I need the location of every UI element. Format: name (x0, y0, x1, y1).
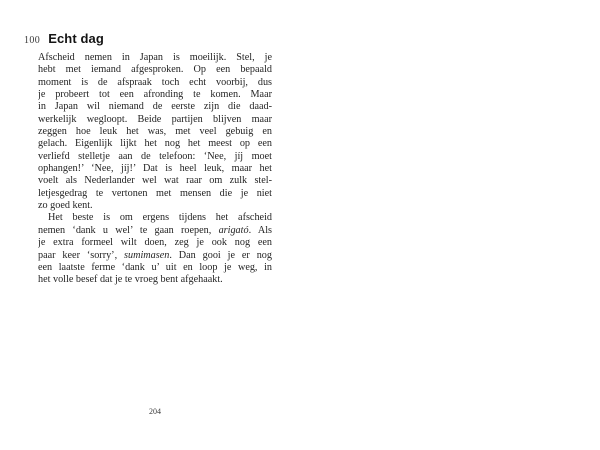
text-line (38, 237, 272, 249)
text-segment: je probeert tot een afronding te komen. Maar (38, 89, 272, 101)
text-line (38, 114, 272, 126)
text-segment: zeggen hoe leuk het was, met veel gebuig en (38, 126, 272, 138)
text-segment: voelt als Nederlander wel wat raar om zulk stel- (38, 175, 272, 187)
text-segment: je extra formeel wilt doen, zeg je ook nog een (38, 237, 272, 249)
text-segment: . Als (248, 224, 272, 236)
text-segment: hebt met iemand afgesproken. Op een bepaald (38, 64, 272, 76)
text-line (38, 188, 272, 200)
text-segment: Afscheid nemen in Japan is moeilijk. Stel, je (38, 52, 272, 63)
text-line (38, 212, 272, 224)
text-line (38, 101, 272, 113)
text-segment: ophangen!’ ‘Nee, jíj!’ Dat is heel leuk, maar het (38, 163, 272, 175)
text-line (38, 151, 272, 163)
text-line (38, 250, 272, 262)
text-segment: letjesgedrag te vertonen met mensen die je niet (38, 187, 272, 199)
italic-term: arigató (218, 224, 249, 236)
chapter-heading (24, 31, 104, 46)
chapter-number: 100 (24, 35, 41, 46)
text-line (38, 138, 272, 150)
text-line (38, 163, 272, 175)
text-line (38, 126, 272, 138)
text-segment: gelach. Eigenlijk lijkt het nog het meest op een (38, 138, 272, 150)
text-segment: werkelijk wegloopt. Beide partijen blijven maar (38, 113, 272, 125)
page-number: 204 (149, 407, 161, 416)
italic-term: sumimasen (124, 249, 170, 261)
text-segment: een laatste ferme ‘dank u’ uit en loop je weg, in (38, 261, 272, 273)
text-segment: paar keer ‘sorry’, (38, 249, 125, 261)
text-segment: verliefd stelletje aan de telefoon: ‘Nee, jíj moet (38, 150, 272, 162)
text-line (38, 52, 272, 64)
text-line (38, 262, 272, 274)
text-line (38, 274, 272, 286)
chapter-title: Echt dag (48, 31, 104, 46)
text-segment: in Japan wil niemand de eerste zijn die daad- (38, 101, 272, 113)
text-segment: zo goed kent. (38, 200, 93, 212)
text-line (38, 64, 272, 76)
text-line (38, 175, 272, 187)
text-line (38, 200, 272, 212)
text-segment: het volle besef dat je te vroeg bent afgehaakt. (38, 274, 223, 286)
text-line (38, 89, 272, 101)
text-segment: . Dan gooi je er nog (169, 249, 272, 261)
text-segment: nemen ‘dank u wel’ te gaan roepen, (38, 224, 219, 236)
text-line (38, 225, 272, 237)
text-line (38, 77, 272, 89)
text-segment: moment is de afspraak toch echt voorbij, dus (38, 76, 272, 88)
body-text (38, 52, 272, 287)
text-segment: Het beste is om ergens tijdens het afscheid (48, 212, 272, 224)
